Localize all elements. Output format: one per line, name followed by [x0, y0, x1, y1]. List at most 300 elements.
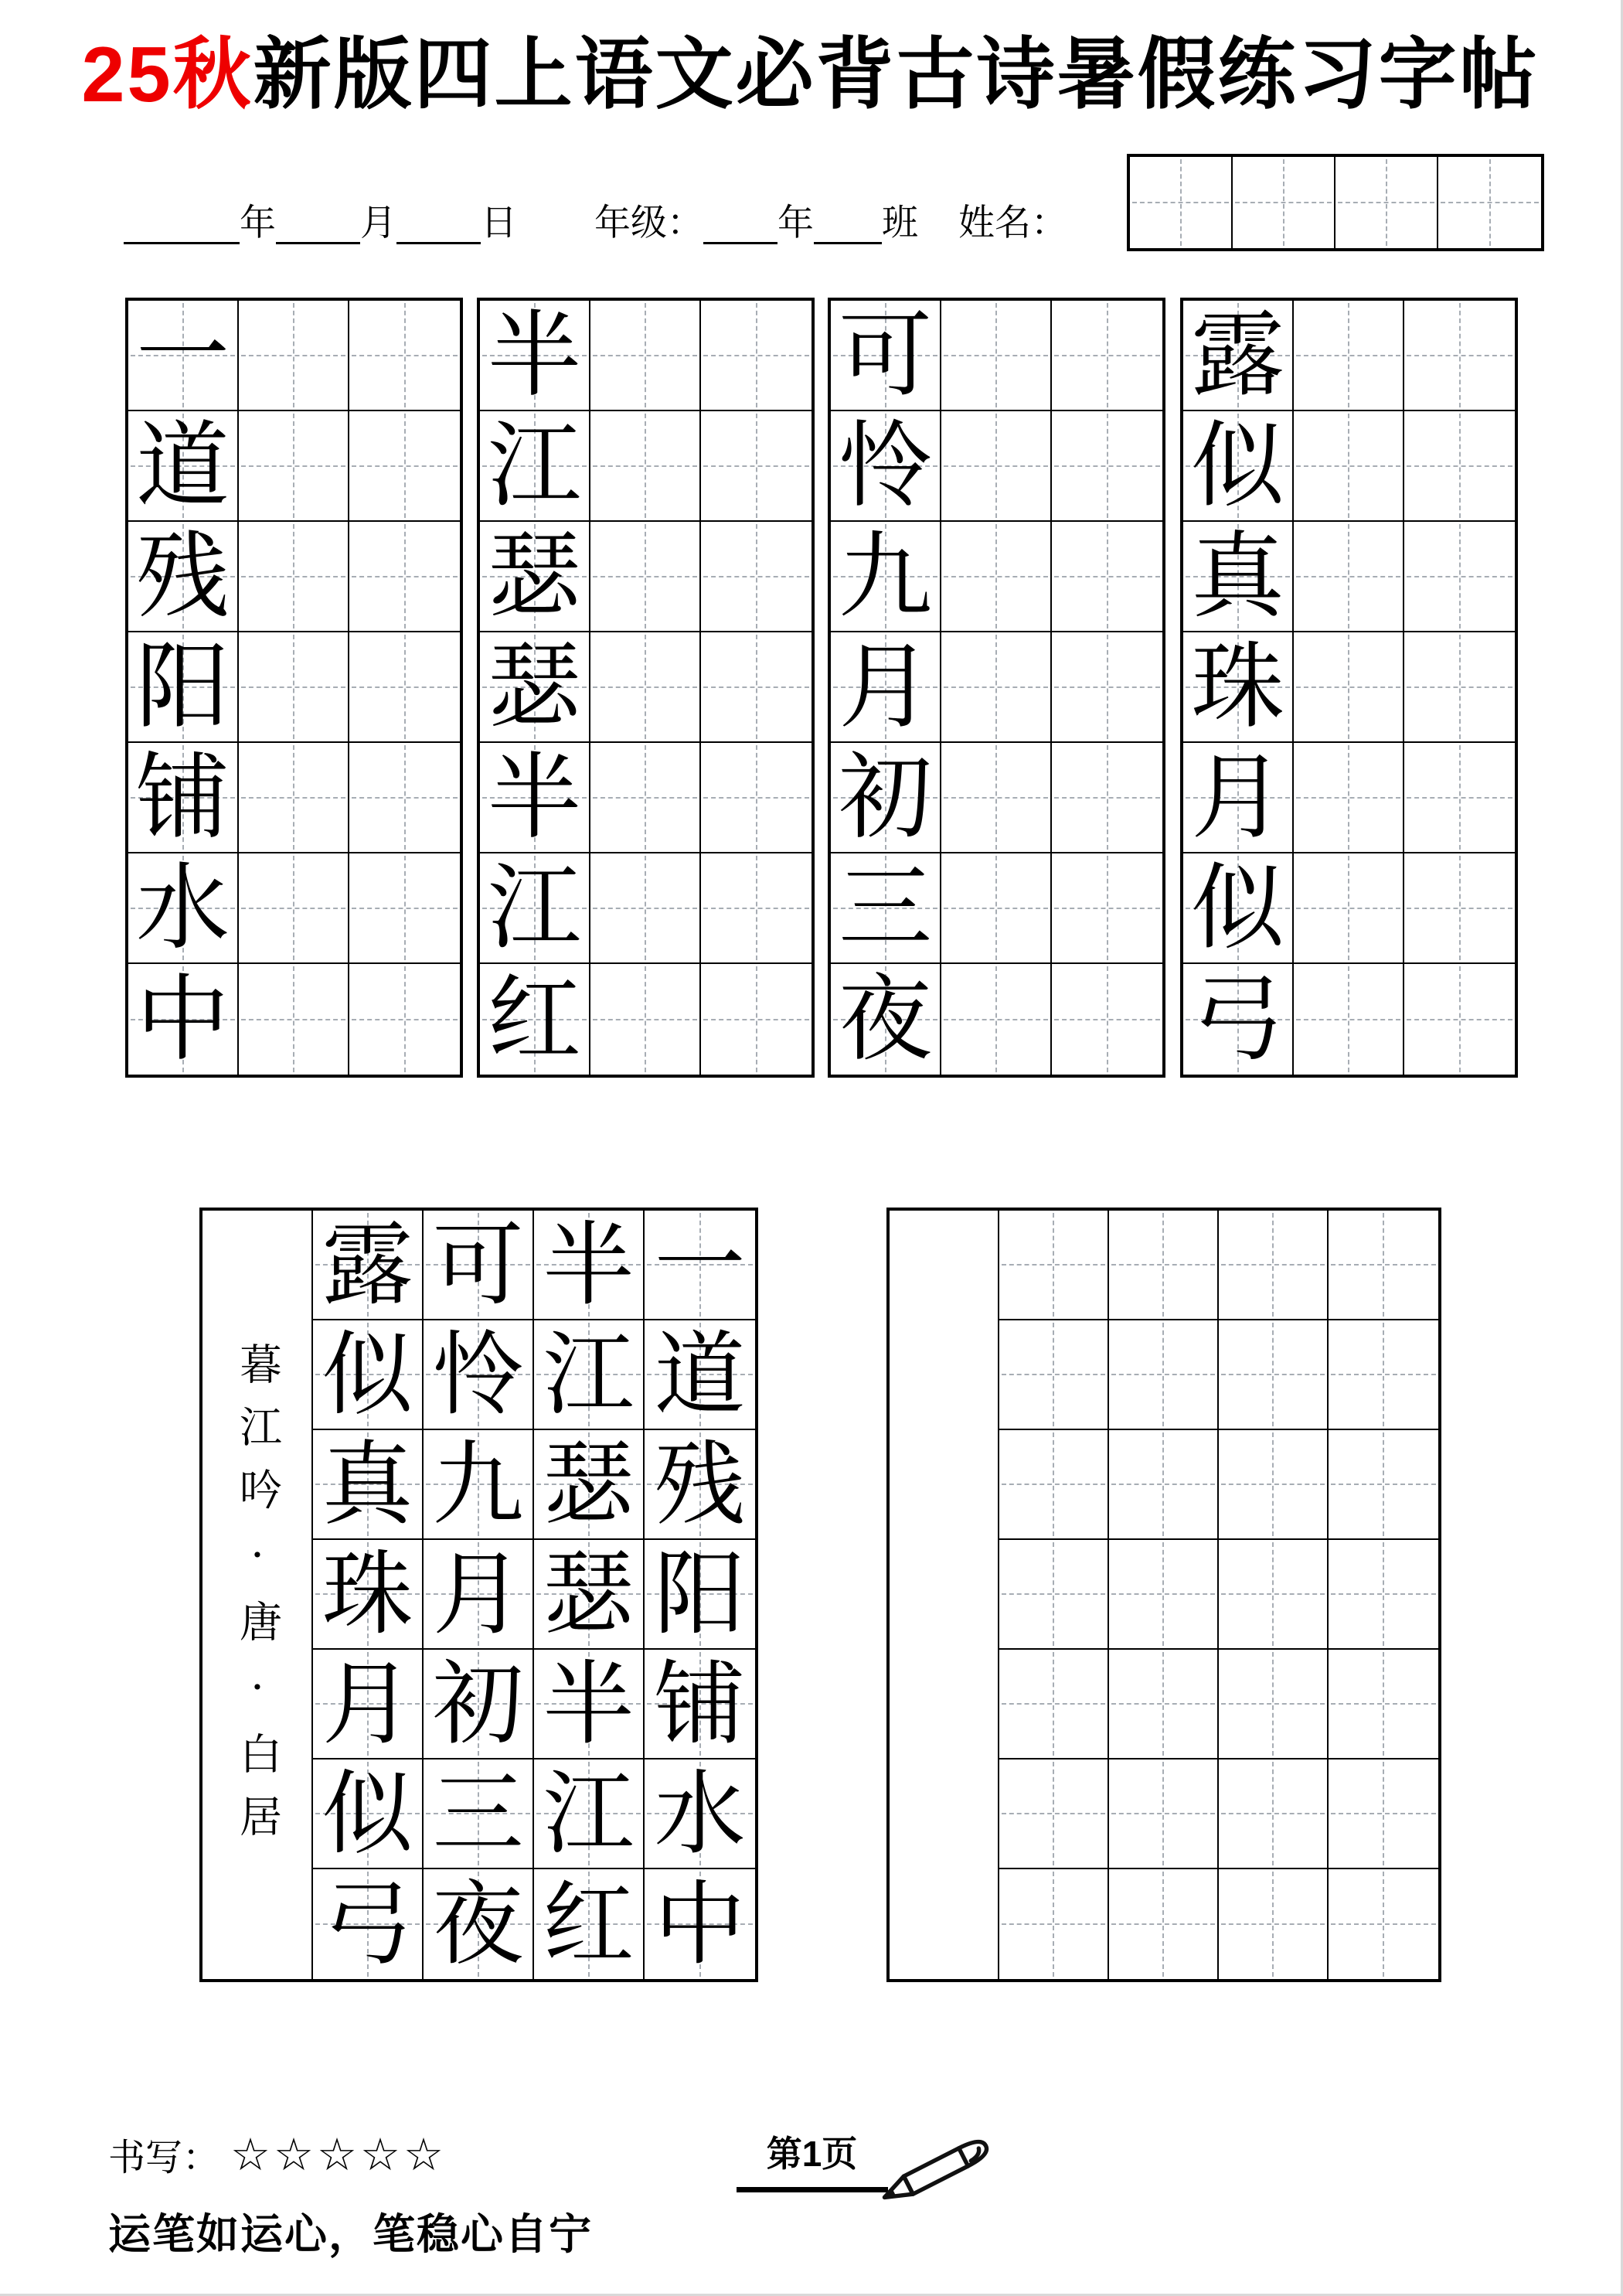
poem-title-column [890, 1211, 999, 1979]
practice-grid-3 [828, 298, 1165, 1078]
cell-vertical-dash [1383, 1652, 1384, 1756]
model-character: 弓 [322, 1871, 413, 1977]
tianzige-cell [349, 964, 460, 1075]
tianzige-cell [1404, 301, 1515, 411]
tianzige-cell [480, 853, 590, 964]
cell-vertical-dash [404, 524, 406, 629]
tianzige-cell [701, 964, 812, 1075]
cell-vertical-dash [1348, 856, 1349, 960]
model-character: 三 [838, 853, 932, 962]
model-character: 可 [838, 301, 932, 410]
tianzige-cell [1233, 157, 1335, 248]
tianzige-cell [128, 743, 239, 853]
tianzige-cell [1335, 157, 1438, 248]
cell-vertical-dash [404, 966, 406, 1072]
cell-vertical-dash [1053, 1872, 1054, 1977]
cell-vertical-dash [293, 856, 294, 960]
cell-vertical-dash [1383, 1872, 1384, 1977]
model-character: 露 [322, 1211, 413, 1318]
model-character: 江 [487, 411, 581, 520]
cell-vertical-dash [1348, 414, 1349, 518]
cell-vertical-dash [1162, 1213, 1164, 1317]
tianzige-cell [1294, 743, 1404, 853]
tianzige-cell [534, 1430, 645, 1540]
model-character: 弓 [1190, 965, 1284, 1074]
tianzige-cell [1294, 301, 1404, 411]
tianzige-cell [831, 743, 941, 853]
page-title-highlight: 25秋 [81, 32, 253, 118]
cell-vertical-dash [1383, 1213, 1384, 1317]
poem-copy-grid [199, 1208, 758, 1982]
cell-vertical-dash [1162, 1542, 1164, 1646]
cell-vertical-dash [1283, 159, 1284, 246]
model-character: 瑟 [487, 632, 581, 741]
tianzige-cell [1183, 743, 1294, 853]
tianzige-cell [424, 1320, 534, 1430]
cell-vertical-dash [1459, 414, 1461, 518]
model-character: 江 [543, 1321, 635, 1428]
cell-vertical-dash [1053, 1432, 1054, 1536]
cell-vertical-dash [1383, 1542, 1384, 1646]
cell-vertical-dash [1459, 966, 1461, 1072]
tianzige-cell [128, 301, 239, 411]
page-number-underline [737, 2187, 888, 2192]
model-character: 月 [838, 632, 932, 741]
tianzige-cell [701, 632, 812, 743]
cell-vertical-dash [1053, 1652, 1054, 1756]
tianzige-cell [349, 632, 460, 743]
tianzige-cell [239, 853, 349, 964]
tianzige-cell [999, 1320, 1109, 1430]
cell-vertical-dash [1459, 303, 1461, 407]
cell-vertical-dash [756, 414, 757, 518]
cell-vertical-dash [1107, 303, 1108, 407]
tianzige-cell [645, 1650, 755, 1759]
cell-vertical-dash [756, 856, 757, 960]
tianzige-cell [941, 301, 1052, 411]
day-label: 日 [481, 201, 517, 244]
practice-grid-4 [1180, 298, 1518, 1078]
model-character: 中 [135, 965, 230, 1074]
tianzige-cell [128, 853, 239, 964]
model-character: 瑟 [543, 1431, 635, 1538]
model-character: 似 [322, 1760, 413, 1867]
tianzige-cell [424, 1540, 534, 1650]
name-boxes-grid [1127, 154, 1544, 251]
page-title [0, 34, 1621, 116]
cell-vertical-dash [756, 745, 757, 850]
cell-vertical-dash [995, 966, 997, 1072]
cell-vertical-dash [1348, 966, 1349, 1072]
tianzige-cell [1219, 1540, 1329, 1650]
tianzige-cell [831, 522, 941, 632]
date-line [124, 195, 1067, 244]
cell-vertical-dash [1107, 745, 1108, 850]
tianzige-cell [534, 1759, 645, 1869]
model-character: 怜 [838, 411, 932, 520]
tianzige-cell [590, 411, 701, 522]
cell-vertical-dash [293, 635, 294, 739]
tianzige-cell [1183, 522, 1294, 632]
rating-stars: ☆☆☆☆☆ [230, 2127, 447, 2181]
tianzige-cell [701, 743, 812, 853]
tianzige-cell [645, 1540, 755, 1650]
tianzige-cell [1329, 1430, 1438, 1540]
model-character: 珠 [1190, 632, 1284, 741]
tianzige-cell [313, 1650, 424, 1759]
tianzige-cell [313, 1540, 424, 1650]
tianzige-cell [534, 1540, 645, 1650]
model-character: 怜 [432, 1321, 524, 1428]
rating-row [108, 2127, 447, 2181]
tianzige-cell [1404, 964, 1515, 1075]
tianzige-cell [999, 1869, 1109, 1979]
tianzige-cell [1109, 1540, 1219, 1650]
tianzige-cell [1109, 1650, 1219, 1759]
tianzige-cell [999, 1540, 1109, 1650]
model-character: 红 [543, 1871, 635, 1977]
cell-vertical-dash [1383, 1323, 1384, 1426]
model-character: 可 [432, 1211, 524, 1318]
tianzige-cell [1329, 1759, 1438, 1869]
tianzige-cell [1183, 411, 1294, 522]
cell-vertical-dash [1272, 1762, 1274, 1865]
tianzige-cell [1404, 853, 1515, 964]
tianzige-cell [534, 1320, 645, 1430]
cell-vertical-dash [1272, 1213, 1274, 1317]
model-character: 一 [654, 1211, 746, 1318]
tianzige-cell [590, 964, 701, 1075]
cell-vertical-dash [293, 414, 294, 518]
model-character: 露 [1190, 301, 1284, 410]
rating-label: 书写： [108, 2136, 220, 2179]
tianzige-cell [424, 1430, 534, 1540]
tianzige-cell [1052, 632, 1162, 743]
tianzige-cell [239, 743, 349, 853]
tianzige-cell [534, 1650, 645, 1759]
tianzige-cell [349, 743, 460, 853]
model-character: 半 [543, 1211, 635, 1318]
model-character: 夜 [838, 965, 932, 1074]
cell-vertical-dash [404, 635, 406, 739]
tianzige-cell [1109, 1211, 1219, 1320]
tianzige-cell [590, 743, 701, 853]
cell-vertical-dash [645, 524, 646, 629]
model-character: 中 [654, 1871, 746, 1977]
cell-vertical-dash [1053, 1213, 1054, 1317]
tianzige-cell [313, 1430, 424, 1540]
model-character: 铺 [654, 1650, 746, 1757]
model-character: 半 [487, 743, 581, 852]
model-character: 真 [322, 1431, 413, 1538]
cell-vertical-dash [404, 856, 406, 960]
grade-year-blank [703, 202, 777, 244]
tianzige-cell [1438, 157, 1541, 248]
tianzige-cell [1294, 411, 1404, 522]
cell-vertical-dash [1272, 1652, 1274, 1756]
cell-vertical-dash [1107, 414, 1108, 518]
tianzige-cell [1294, 964, 1404, 1075]
tianzige-cell [480, 964, 590, 1075]
tianzige-cell [128, 411, 239, 522]
tianzige-cell [999, 1430, 1109, 1540]
cell-vertical-dash [1272, 1323, 1274, 1426]
tianzige-cell [128, 632, 239, 743]
cell-vertical-dash [293, 966, 294, 1072]
cell-vertical-dash [293, 745, 294, 850]
model-character: 半 [487, 301, 581, 410]
tianzige-cell [941, 632, 1052, 743]
cell-vertical-dash [1180, 159, 1182, 246]
cell-vertical-dash [645, 966, 646, 1072]
tianzige-cell [424, 1869, 534, 1979]
tianzige-cell [128, 964, 239, 1075]
cell-vertical-dash [1272, 1542, 1274, 1646]
tianzige-cell [1052, 743, 1162, 853]
cell-vertical-dash [1348, 745, 1349, 850]
tianzige-cell [999, 1759, 1109, 1869]
tianzige-cell [349, 853, 460, 964]
tianzige-cell [645, 1211, 755, 1320]
model-character: 似 [322, 1321, 413, 1428]
model-character: 江 [543, 1760, 635, 1867]
model-character: 三 [432, 1760, 524, 1867]
cell-vertical-dash [1162, 1432, 1164, 1536]
cell-vertical-dash [995, 414, 997, 518]
model-character: 半 [543, 1650, 635, 1757]
cell-vertical-dash [1162, 1762, 1164, 1865]
cell-vertical-dash [1053, 1542, 1054, 1646]
model-character: 月 [432, 1541, 524, 1647]
cell-vertical-dash [995, 524, 997, 629]
tianzige-cell [590, 632, 701, 743]
name-label: 姓名： [958, 201, 1067, 244]
tianzige-cell [999, 1650, 1109, 1759]
tianzige-cell [1294, 522, 1404, 632]
tianzige-cell [1404, 411, 1515, 522]
tianzige-cell [239, 964, 349, 1075]
tianzige-cell [1219, 1320, 1329, 1430]
tianzige-cell [1294, 632, 1404, 743]
poem-title-column [202, 1211, 313, 1979]
cell-vertical-dash [645, 414, 646, 518]
model-character: 铺 [135, 743, 230, 852]
cell-vertical-dash [293, 303, 294, 407]
tianzige-cell [941, 743, 1052, 853]
tianzige-cell [480, 632, 590, 743]
tianzige-cell [1219, 1650, 1329, 1759]
tianzige-cell [480, 411, 590, 522]
tianzige-cell [999, 1211, 1109, 1320]
tianzige-cell [1183, 632, 1294, 743]
tianzige-cell [239, 522, 349, 632]
cell-vertical-dash [756, 303, 757, 407]
cell-vertical-dash [1053, 1762, 1054, 1865]
model-character: 阳 [135, 632, 230, 741]
tianzige-cell [1404, 522, 1515, 632]
tianzige-cell [941, 964, 1052, 1075]
tianzige-cell [1109, 1430, 1219, 1540]
tianzige-cell [239, 301, 349, 411]
tianzige-cell [313, 1869, 424, 1979]
tianzige-cell [941, 411, 1052, 522]
cell-vertical-dash [995, 635, 997, 739]
cell-vertical-dash [756, 524, 757, 629]
tianzige-cell [1183, 301, 1294, 411]
tianzige-cell [1052, 964, 1162, 1075]
tianzige-cell [701, 411, 812, 522]
tianzige-cell [1052, 853, 1162, 964]
tianzige-cell [424, 1211, 534, 1320]
tianzige-cell [645, 1320, 755, 1430]
date-month-blank [276, 202, 360, 244]
cell-vertical-dash [1272, 1872, 1274, 1977]
cell-vertical-dash [1272, 1432, 1274, 1536]
cell-vertical-dash [1459, 635, 1461, 739]
tianzige-cell [1404, 743, 1515, 853]
tianzige-cell [349, 522, 460, 632]
model-character: 九 [838, 522, 932, 631]
tianzige-cell [1219, 1430, 1329, 1540]
tianzige-cell [645, 1430, 755, 1540]
year-label: 年 [240, 201, 276, 244]
tianzige-cell [313, 1211, 424, 1320]
model-character: 阳 [654, 1541, 746, 1647]
model-character: 初 [838, 743, 932, 852]
cell-vertical-dash [1107, 856, 1108, 960]
tianzige-cell [590, 301, 701, 411]
model-character: 残 [135, 522, 230, 631]
cell-vertical-dash [404, 414, 406, 518]
cell-vertical-dash [645, 635, 646, 739]
cell-vertical-dash [1107, 524, 1108, 629]
tianzige-cell [1329, 1320, 1438, 1430]
month-label: 月 [360, 201, 396, 244]
cell-vertical-dash [1107, 966, 1108, 1072]
cell-vertical-dash [645, 303, 646, 407]
cell-vertical-dash [995, 745, 997, 850]
tianzige-cell [831, 301, 941, 411]
tianzige-cell [1329, 1869, 1438, 1979]
model-character: 月 [1190, 743, 1284, 852]
cell-vertical-dash [1386, 159, 1387, 246]
tianzige-cell [590, 522, 701, 632]
tianzige-cell [1183, 853, 1294, 964]
grade-class-blank [814, 202, 882, 244]
practice-grid-1 [125, 298, 463, 1078]
cell-vertical-dash [756, 966, 757, 1072]
tianzige-cell [1109, 1869, 1219, 1979]
cell-vertical-dash [1459, 524, 1461, 629]
tianzige-cell [1219, 1211, 1329, 1320]
model-character: 江 [487, 853, 581, 962]
tianzige-cell [941, 522, 1052, 632]
tianzige-cell [1329, 1540, 1438, 1650]
poem-title-vertical-text: 暮江吟·唐·白居 [233, 1342, 282, 1857]
blank-practice-grid [886, 1208, 1441, 1982]
tianzige-cell [349, 411, 460, 522]
model-character: 真 [1190, 522, 1284, 631]
cell-vertical-dash [404, 745, 406, 850]
tianzige-cell [534, 1869, 645, 1979]
model-character: 瑟 [543, 1541, 635, 1647]
cell-vertical-dash [1348, 303, 1349, 407]
tianzige-cell [1404, 632, 1515, 743]
tianzige-cell [1052, 301, 1162, 411]
cell-vertical-dash [1383, 1432, 1384, 1536]
model-character: 水 [135, 853, 230, 962]
grade-class-label: 班 [882, 201, 918, 244]
model-character: 瑟 [487, 522, 581, 631]
tianzige-cell [480, 743, 590, 853]
motto-text: 运笔如运心，笔稳心自宁 [108, 2210, 594, 2258]
tianzige-cell [1219, 1869, 1329, 1979]
model-character: 残 [654, 1431, 746, 1538]
tianzige-cell [831, 632, 941, 743]
date-year-blank [124, 202, 240, 244]
tianzige-cell [1294, 853, 1404, 964]
tianzige-cell [1109, 1320, 1219, 1430]
tianzige-cell [701, 522, 812, 632]
model-character: 一 [135, 301, 230, 410]
model-character: 初 [432, 1650, 524, 1757]
grade-year-label: 年 [777, 201, 814, 244]
tianzige-cell [645, 1869, 755, 1979]
model-character: 红 [487, 965, 581, 1074]
model-character: 道 [654, 1321, 746, 1428]
cell-vertical-dash [1107, 635, 1108, 739]
tianzige-cell [239, 411, 349, 522]
tianzige-cell [1329, 1211, 1438, 1320]
tianzige-cell [128, 522, 239, 632]
tianzige-cell [1130, 157, 1233, 248]
cell-vertical-dash [1383, 1762, 1384, 1865]
cell-vertical-dash [1348, 524, 1349, 629]
model-character: 珠 [322, 1541, 413, 1647]
tianzige-cell [1183, 964, 1294, 1075]
tianzige-cell [701, 853, 812, 964]
tianzige-cell [313, 1320, 424, 1430]
model-character: 九 [432, 1431, 524, 1538]
tianzige-cell [645, 1759, 755, 1869]
cell-vertical-dash [756, 635, 757, 739]
tianzige-cell [1329, 1650, 1438, 1759]
tianzige-cell [590, 853, 701, 964]
tianzige-cell [239, 632, 349, 743]
tianzige-cell [1109, 1759, 1219, 1869]
cell-vertical-dash [293, 524, 294, 629]
tianzige-cell [534, 1211, 645, 1320]
tianzige-cell [349, 301, 460, 411]
model-character: 水 [654, 1760, 746, 1867]
tianzige-cell [424, 1759, 534, 1869]
tianzige-cell [480, 522, 590, 632]
cell-vertical-dash [645, 856, 646, 960]
cell-vertical-dash [1459, 856, 1461, 960]
page-number: 第1页 [766, 2134, 858, 2174]
tianzige-cell [941, 853, 1052, 964]
cell-vertical-dash [1348, 635, 1349, 739]
tianzige-cell [1052, 411, 1162, 522]
model-character: 似 [1190, 411, 1284, 520]
cell-vertical-dash [1459, 745, 1461, 850]
tianzige-cell [1052, 522, 1162, 632]
cell-vertical-dash [1489, 159, 1491, 246]
cell-vertical-dash [1162, 1872, 1164, 1977]
tianzige-cell [480, 301, 590, 411]
tianzige-cell [1219, 1759, 1329, 1869]
tianzige-cell [424, 1650, 534, 1759]
